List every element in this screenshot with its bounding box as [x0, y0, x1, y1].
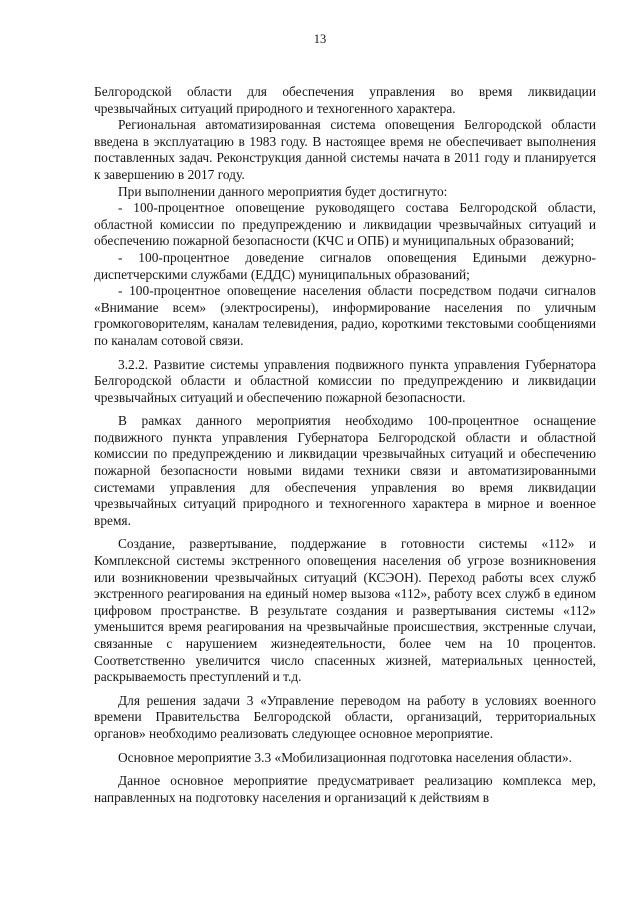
paragraph-mobile-command-post: В рамках данного мероприятия необходимо 100-процентное оснащение подвижного пункта управления Губернатора Белгородской области и областной комиссии по предупреждению и ликвидации чрезвычайных ситуаций и обеспечению пожарной безопасности новыми видами техники связи и автоматизированными системами управления для обеспечения управления во время ликвидации чрезвычайных ситуаций природного и техногенного характера в мирное и военное время. [94, 413, 596, 528]
list-item-population-notification: - 100-процентное оповещение населения области посредством подачи сигналов «Внимание всем» (электросирены), информирование населения по уличным громкоговорителям, каналам телевидения, радио, короткими текстовыми сообщениями по каналам сотовой связи. [94, 283, 596, 348]
document-body [94, 84, 596, 806]
paragraph-gap [94, 743, 596, 750]
paragraph-continuation: Белгородской области для обеспечения управления во время ликвидации чрезвычайных ситуаций природного и техногенного характера. [94, 84, 596, 116]
paragraph-gap [94, 766, 596, 773]
paragraph-gap [94, 350, 596, 357]
paragraph-task-3: Для решения задачи 3 «Управление переводом на работу в условиях военного времени Правительства Белгородской области, организаций, территориальных органов» необходимо реализовать следующее основное мероприятие. [94, 692, 596, 741]
paragraph-system-112: Создание, развертывание, поддержание в готовности системы «112» и Комплексной системы экстренного оповещения населения об угрозе возникновения или возникновении чрезвычайных ситуаций (КСЭОН). Переход работы всех служб экстренного реагирования на единый номер вызова «112», работу всех служб в едином цифровом пространстве. В результате создания и развертывания системы «112» уменьшится время реагирования на чрезвычайные происшествия, экстренные случаи, связанные с нарушением жизнедеятельности, более чем на 10 процентов. Соответственно увеличится число спасенных жизней, материальных ценностей, раскрываемость преступлений и т.д. [94, 536, 596, 685]
paragraph-gap [94, 529, 596, 536]
section-heading-3-2-2: 3.2.2. Развитие системы управления подвижного пункта управления Губернатора Белгородской области и областной комиссии по предупреждению и ликвидации чрезвычайных ситуаций и обеспечению пожарной безопасности. [94, 356, 596, 405]
list-item-signal-delivery: - 100-процентное доведение сигналов оповещения Едиными дежурно-диспетчерскими службами (ЕДДС) муниципальных образований; [94, 249, 596, 282]
paragraph-measure-description: Данное основное мероприятие предусматривает реализацию комплекса мер, направленных на подготовку населения и организаций к действиям в [94, 773, 596, 805]
paragraph-results-intro: При выполнении данного мероприятия будет достигнуто: [118, 183, 448, 199]
paragraph-main-measure-3-3: Основное мероприятие 3.3 «Мобилизационная подготовка населения области». [118, 749, 573, 765]
paragraph-gap [94, 686, 596, 693]
paragraph-notification-system: Региональная автоматизированная система оповещения Белгородской области введена в эксплуатацию в 1983 году. В настоящее время не обеспечивает выполнения поставленных задач. Реконструкция данной системы начата в 2011 году и планируется к завершению в 2017 году. [94, 117, 596, 182]
page-number: 13 [313, 32, 327, 46]
list-item-leadership-notification: - 100-процентное оповещение руководящего состава Белгородской области, областной комиссии по предупреждению и ликвидации чрезвычайных ситуаций и обеспечению пожарной безопасности (КЧС и ОПБ) и муниципальных образований; [94, 200, 596, 249]
paragraph-gap [94, 406, 596, 413]
